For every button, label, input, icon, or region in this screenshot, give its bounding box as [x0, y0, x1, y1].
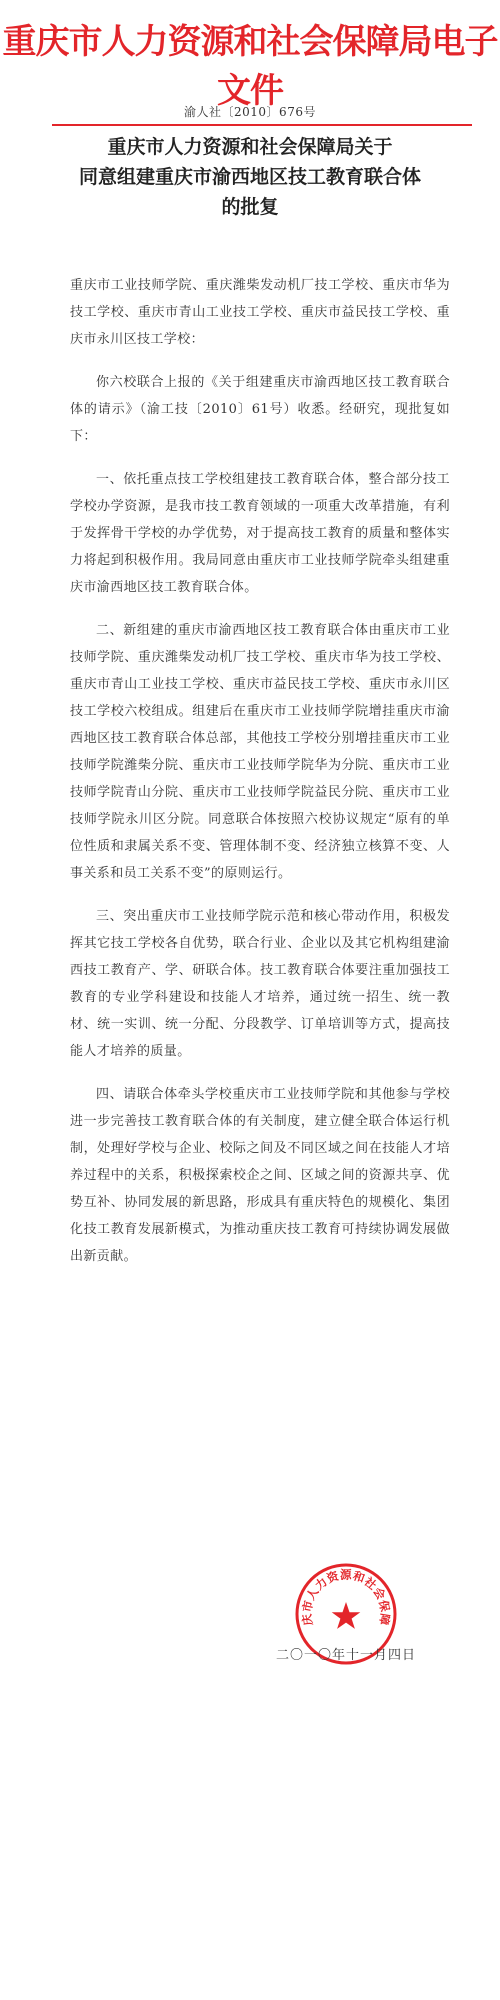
section-paragraph-4: 四、请联合体牵头学校重庆市工业技师学院和其他参与学校进一步完善技工教育联合体的有关制度，建立健全联合体运行机制，处理好学校与企业、校际之间及不同区域之间在技能人才培养过程中的关系，积极探索校企之间、区域之间的资源共享、优势互补、协同发展的新思路，形成具有重庆特色的规模化、集团化技工教育发展新模式，为推动重庆技工教育可持续协调发展做出新贡献。: [70, 1087, 450, 1264]
document-title: [40, 132, 460, 222]
title-line: 重庆市人力资源和社会保障局关于: [107, 136, 393, 158]
document-number: 渝人社〔2010〕676号: [184, 105, 316, 119]
title-line: 同意组建重庆市渝西地区技工教育联合体: [78, 166, 421, 188]
section-paragraph-3: 三、突出重庆市工业技师学院示范和核心带动作用，积极发挥其它技工学校各自优势，联合行业、企业以及其它机构组建渝西技工教育产、学、研联合体。技工教育联合体要注重加强技工教育的专业学科建设和技能人才培养，通过统一招生、统一教材、统一实训、统一分配、分段教学、订单培训等方式，提高技能人才培养的质量。: [70, 909, 450, 1059]
seal-text: 庆市人力资源和社会保障: [299, 1567, 393, 1627]
signing-date: 二〇一〇年十一月四日: [276, 1648, 417, 1663]
section-paragraph-2: 二、新组建的重庆市渝西地区技工教育联合体由重庆市工业技师学院、重庆潍柴发动机厂技工学校、重庆市华为技工学校、重庆市青山工业技工学校、重庆市益民技工学校、重庆市永川区技工学校六校组成。组建后在重庆市工业技师学院增挂重庆市渝西地区技工教育联合体总部，其他技工学校分别增挂重庆市工业技师学院潍柴分院、重庆市工业技师学院华为分院、重庆市工业技师学院青山分院、重庆市工业技师学院益民分院、重庆市工业技师学院永川区分院。同意联合体按照六校协议规定“原有的单位性质和隶属关系不变、管理体制不变、经济独立核算不变、人事关系和员工关系不变”的原则运行。: [70, 623, 450, 881]
seal-star-icon: [332, 1602, 361, 1629]
red-divider-line: [52, 124, 472, 126]
document-body: [70, 272, 450, 1286]
section-paragraph-1: 一、依托重点技工学校组建技工教育联合体，整合部分技工学校办学资源，是我市技工教育领域的一项重大改革措施，有利于发挥骨干学校的办学优势，对于提高技工教育的质量和整体实力将起到积极作用。我局同意由重庆市工业技师学院牵头组建重庆市渝西地区技工教育联合体。: [70, 472, 450, 595]
title-line: 的批复: [221, 196, 279, 218]
document-banner: 重庆市人力资源和社会保障局电子文件: [2, 22, 498, 111]
addressees-paragraph: 重庆市工业技师学院、重庆潍柴发动机厂技工学校、重庆市华为技工学校、重庆市青山工业技工学校、重庆市益民技工学校、重庆市永川区技工学校：: [70, 278, 450, 347]
intro-paragraph: 你六校联合上报的《关于组建重庆市渝西地区技工教育联合体的请示》（渝工技〔2010〕61号）收悉。经研究，现批复如下：: [70, 375, 450, 444]
